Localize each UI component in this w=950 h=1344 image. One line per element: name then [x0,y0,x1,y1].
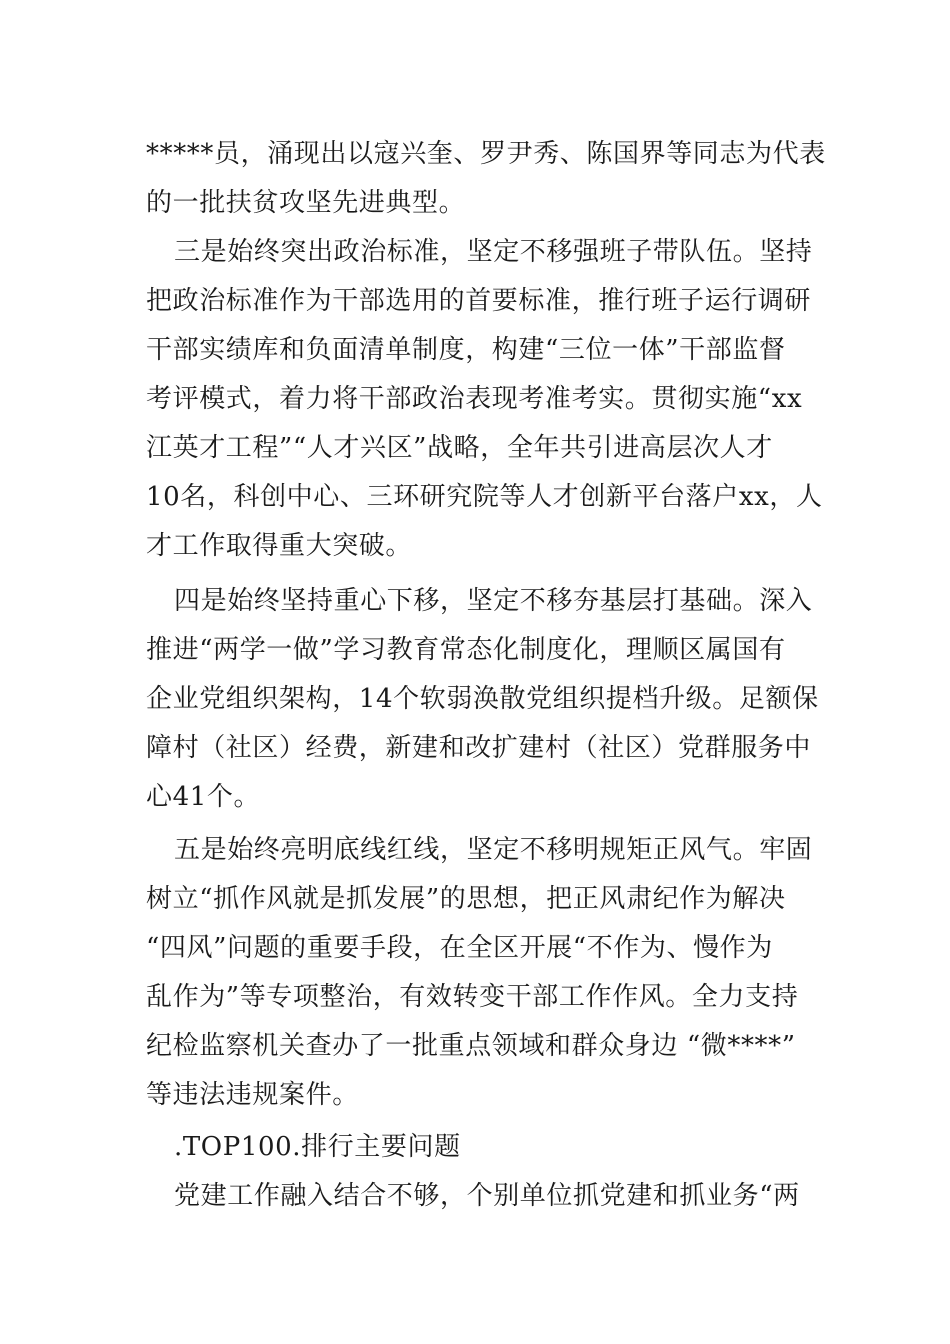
text-line: 纪检监察机关查办了一批重点领域和群众身边 “微****” [146,1031,796,1061]
text-line: 把政治标准作为干部选用的首要标准，推行班子运行调研 [146,286,812,316]
text-line: 的一批扶贫攻坚先进典型。 [146,188,466,218]
text-line: 江英才工程”“人才兴区”战略，全年共引进高层次人才 [146,433,773,463]
text-line: 10名，科创中心、三环研究院等人才创新平台落户xx，人 [146,482,823,512]
paragraph-6-start: 党建工作融入结合不够，个别单位抓党建和抓业务“两 [174,1181,800,1211]
text-line: 企业党组织架构，14个软弱涣散党组织提档升级。足额保 [146,684,819,714]
text-line: “四风”问题的重要手段，在全区开展“不作为、慢作为 [146,933,773,963]
text-line: 推进“两学一做”学习教育常态化制度化，理顺区属国有 [146,635,786,665]
section-heading: .TOP100.排行主要问题 [174,1132,461,1162]
text-line: 乱作为”等专项整治，有效转变干部工作作风。全力支持 [146,982,799,1012]
paragraph-4-start: 四是始终坚持重心下移，坚定不移夯基层打基础。深入 [174,586,813,616]
text-line: 障村（社区）经费，新建和改扩建村（社区）党群服务中 [146,733,812,763]
paragraph-5-start: 五是始终亮明底线红线，坚定不移明规矩正风气。牢固 [174,835,813,865]
text-line: 干部实绩库和负面清单制度，构建“三位一体”干部监督 [146,335,786,365]
text-line: 等违法违规案件。 [146,1080,359,1110]
text-line: 考评模式，着力将干部政治表现考准考实。贯彻实施“xx [146,384,803,414]
text-line: 心41个。 [146,782,261,812]
text-line: 才工作取得重大突破。 [146,531,413,561]
text-line: 树立“抓作风就是抓发展”的思想，把正风肃纪作为解决 [146,884,786,914]
text-line: *****员，涌现出以寇兴奎、罗尹秀、陈国界等同志为代表 [146,139,826,169]
paragraph-3-start: 三是始终突出政治标准，坚定不移强班子带队伍。坚持 [174,237,813,267]
